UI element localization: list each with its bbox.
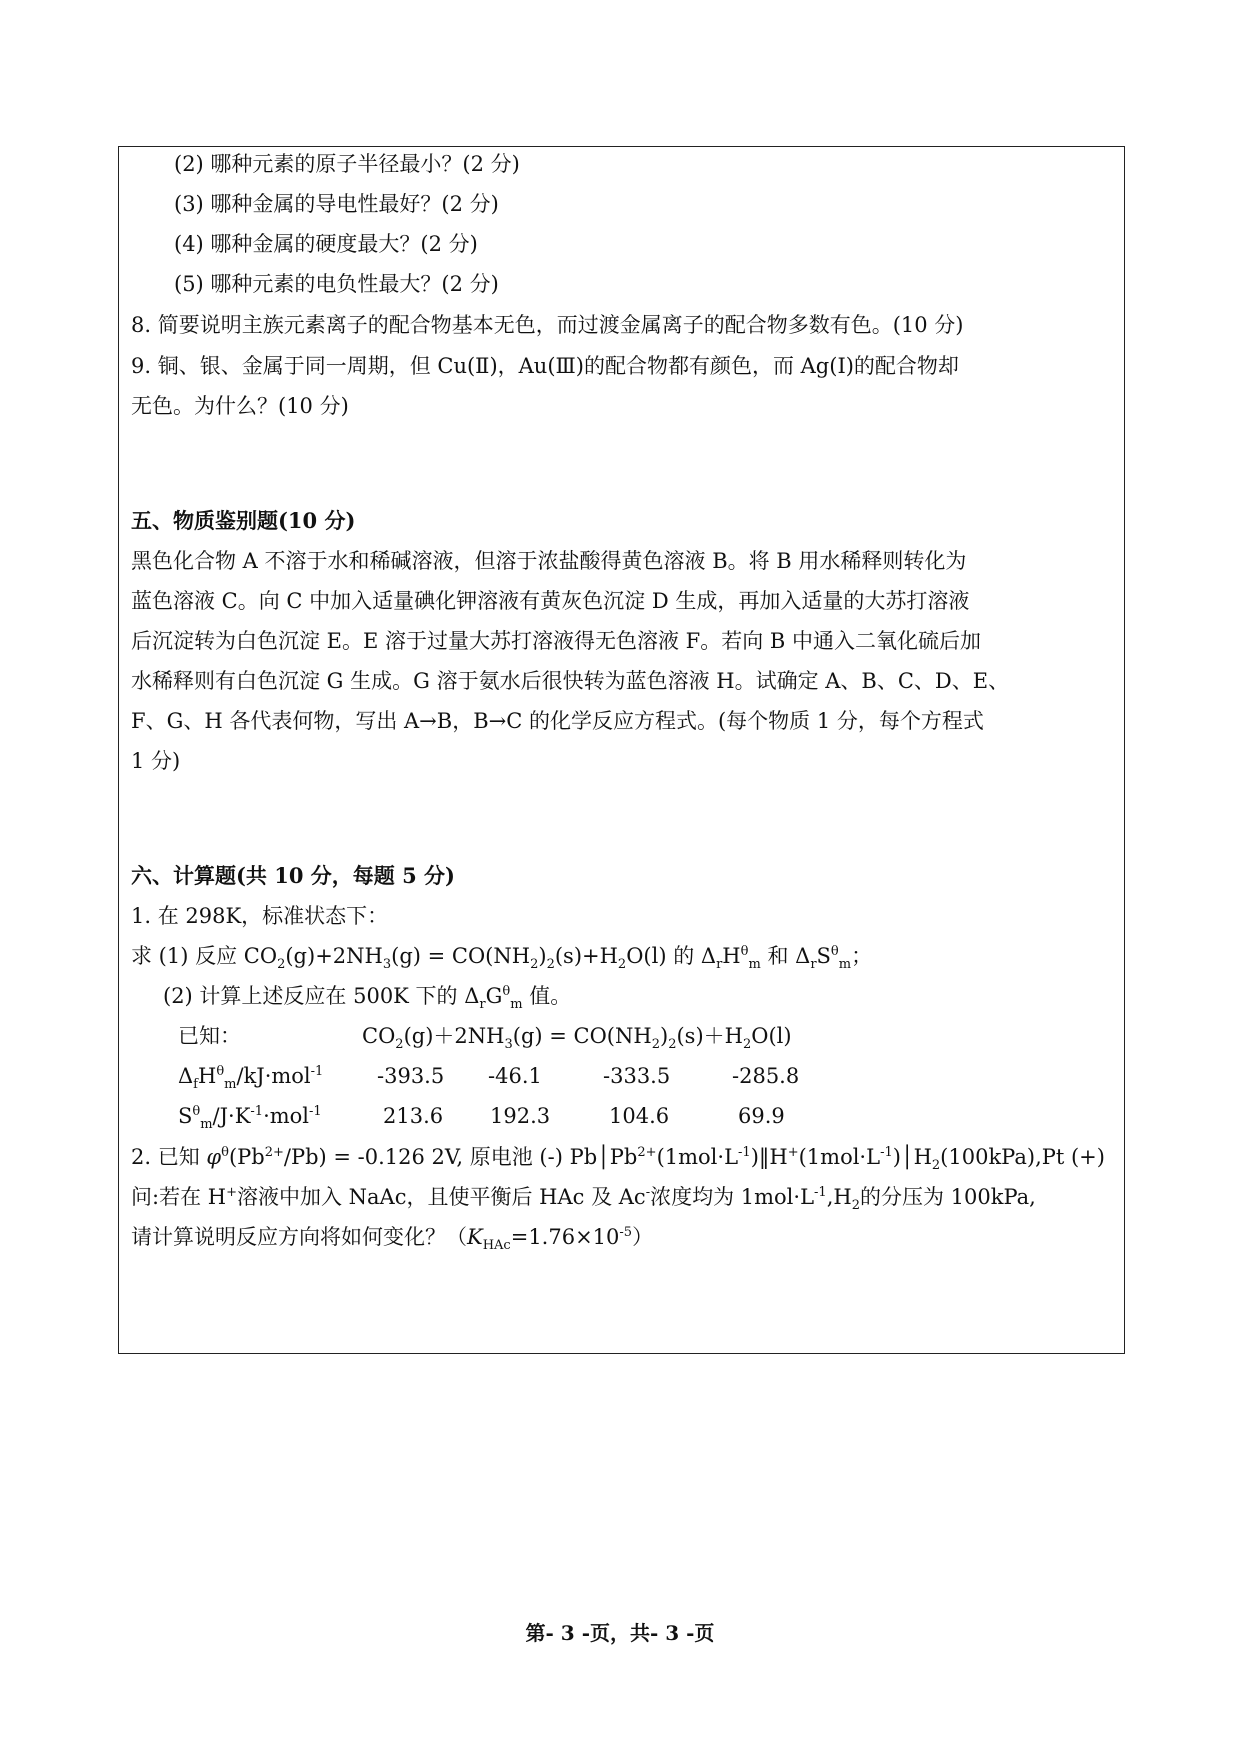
ka-symbol: K (467, 1225, 483, 1249)
entropy-symbol: $\Delta_rS^\theta_m$ (795, 944, 852, 973)
entropy-h2o: 69.9 (738, 1104, 785, 1128)
section-5-heading: 五、物质鉴别题(10 分) (131, 508, 356, 533)
page-footer: 第- 3 -页，共- 3 -页 (525, 1621, 715, 1645)
enthalpy-row-label: $\Delta_fH^\theta_m/kJ\cdot mol^{-1}$ (178, 1064, 324, 1093)
question-8: 8. 简要说明主族元素离子的配合物基本无色，而过渡金属离子的配合物多数有色。(10 分) (131, 313, 964, 337)
question-9-line-2: 无色。为什么？(10 分) (131, 394, 349, 418)
entropy-row-label: $S^\theta_m/J\cdot K^{-1}\cdot mol^{-1}$ (178, 1104, 322, 1133)
section-5-line-4: 水稀释则有白色沉淀 G 生成。G 溶于氨水后很快转为蓝色溶液 H。试确定 A、B、C、D、E、 (131, 669, 1010, 693)
question-9-line-1: 9. 铜、银、金属于同一周期，但 Cu(Ⅱ)，Au(Ⅲ)的配合物都有颜色，而 Ag(Ⅰ)的配合物却 (131, 354, 959, 378)
section-5-line-5: F、G、H 各代表何物，写出 A→B，B→C 的化学反应方程式。(每个物质 1 分，每个方程式 (131, 709, 984, 733)
entropy-nh3: 192.3 (490, 1104, 551, 1128)
question-7-3: (3) 哪种金属的导电性最好？(2 分) (174, 192, 499, 216)
entropy-urea: 104.6 (609, 1104, 670, 1128)
question-7-5: (5) 哪种元素的电负性最大？(2 分) (174, 272, 499, 296)
section-5-line-1: 黑色化合物 A 不溶于水和稀碱溶液，但溶于浓盐酸得黄色溶液 B。将 B 用水稀释则转化为 (131, 549, 967, 573)
enthalpy-h2o: -285.8 (732, 1064, 800, 1088)
potential-symbol: φ (206, 1145, 222, 1169)
enthalpy-symbol: $\Delta_rH^\theta_m$ (700, 944, 761, 973)
known-equation: $CO_2(g)+2NH_3(g) = CO(NH_2)_2(s)+H_2O(l)$ (362, 1024, 792, 1053)
problem-1-question-2: (2) 计算上述反应在 500K 下的 $\Delta_rG^\theta_m$ 值。 (163, 984, 572, 1013)
known-label: 已知： (178, 1024, 241, 1048)
problem-2-line-2: 问:若在 H+溶液中加入 NaAc，且使平衡后 HAc 及 Ac-浓度均为 $1mol\cdot L^{-1},H_2$的分压为 100kPa, (131, 1185, 1036, 1214)
enthalpy-nh3: -46.1 (488, 1064, 542, 1088)
problem-2-line-3: 请计算说明反应方向将如何变化？$(K_{HAc}=1.76\times 10^{-5})$ (131, 1225, 654, 1254)
section-5-line-6: 1 分) (131, 749, 181, 773)
gibbs-symbol: $\Delta_rG^\theta_m$ (464, 984, 523, 1013)
problem-1-intro: 1. 在 298K，标准状态下： (131, 904, 389, 928)
entropy-co2: 213.6 (383, 1104, 444, 1128)
enthalpy-urea: -333.5 (603, 1064, 671, 1088)
enthalpy-co2: -393.5 (377, 1064, 445, 1088)
question-7-4: (4) 哪种金属的硬度最大？(2 分) (174, 232, 478, 256)
section-6-heading: 六、计算题(共 10 分，每题 5 分) (131, 863, 455, 888)
reaction-equation: $CO_2(g)+2NH_3(g) = CO(NH_2)_2(s)+H_2O(l)$ (243, 944, 667, 973)
problem-2-line-1: 2. 已知 $\varphi^\theta(Pb^{2+}/Pb) = -0.126$ 2V, 原电池 (-) $Pb│Pb^{2+}(1mol\cdot L^{-1})‖H^+(1mol\cdot L^{-1})│H_2(100kPa),Pt$ (+) (131, 1145, 1105, 1174)
section-5-line-3: 后沉淀转为白色沉淀 E。E 溶于过量大苏打溶液得无色溶液 F。若向 B 中通入二氧化硫后加 (131, 629, 982, 653)
problem-1-question-1: 求 (1) 反应 $CO_2(g)+2NH_3(g) = CO(NH_2)_2(s)+H_2O(l)$ 的 $\Delta_rH^\theta_m$ 和 $\Delta_rS^\theta_m$； (131, 944, 873, 973)
section-5-line-2: 蓝色溶液 C。向 C 中加入适量碘化钾溶液有黄灰色沉淀 D 生成，再加入适量的大苏打溶液 (131, 589, 970, 613)
question-7-2: (2) 哪种元素的原子半径最小？(2 分) (174, 152, 520, 176)
